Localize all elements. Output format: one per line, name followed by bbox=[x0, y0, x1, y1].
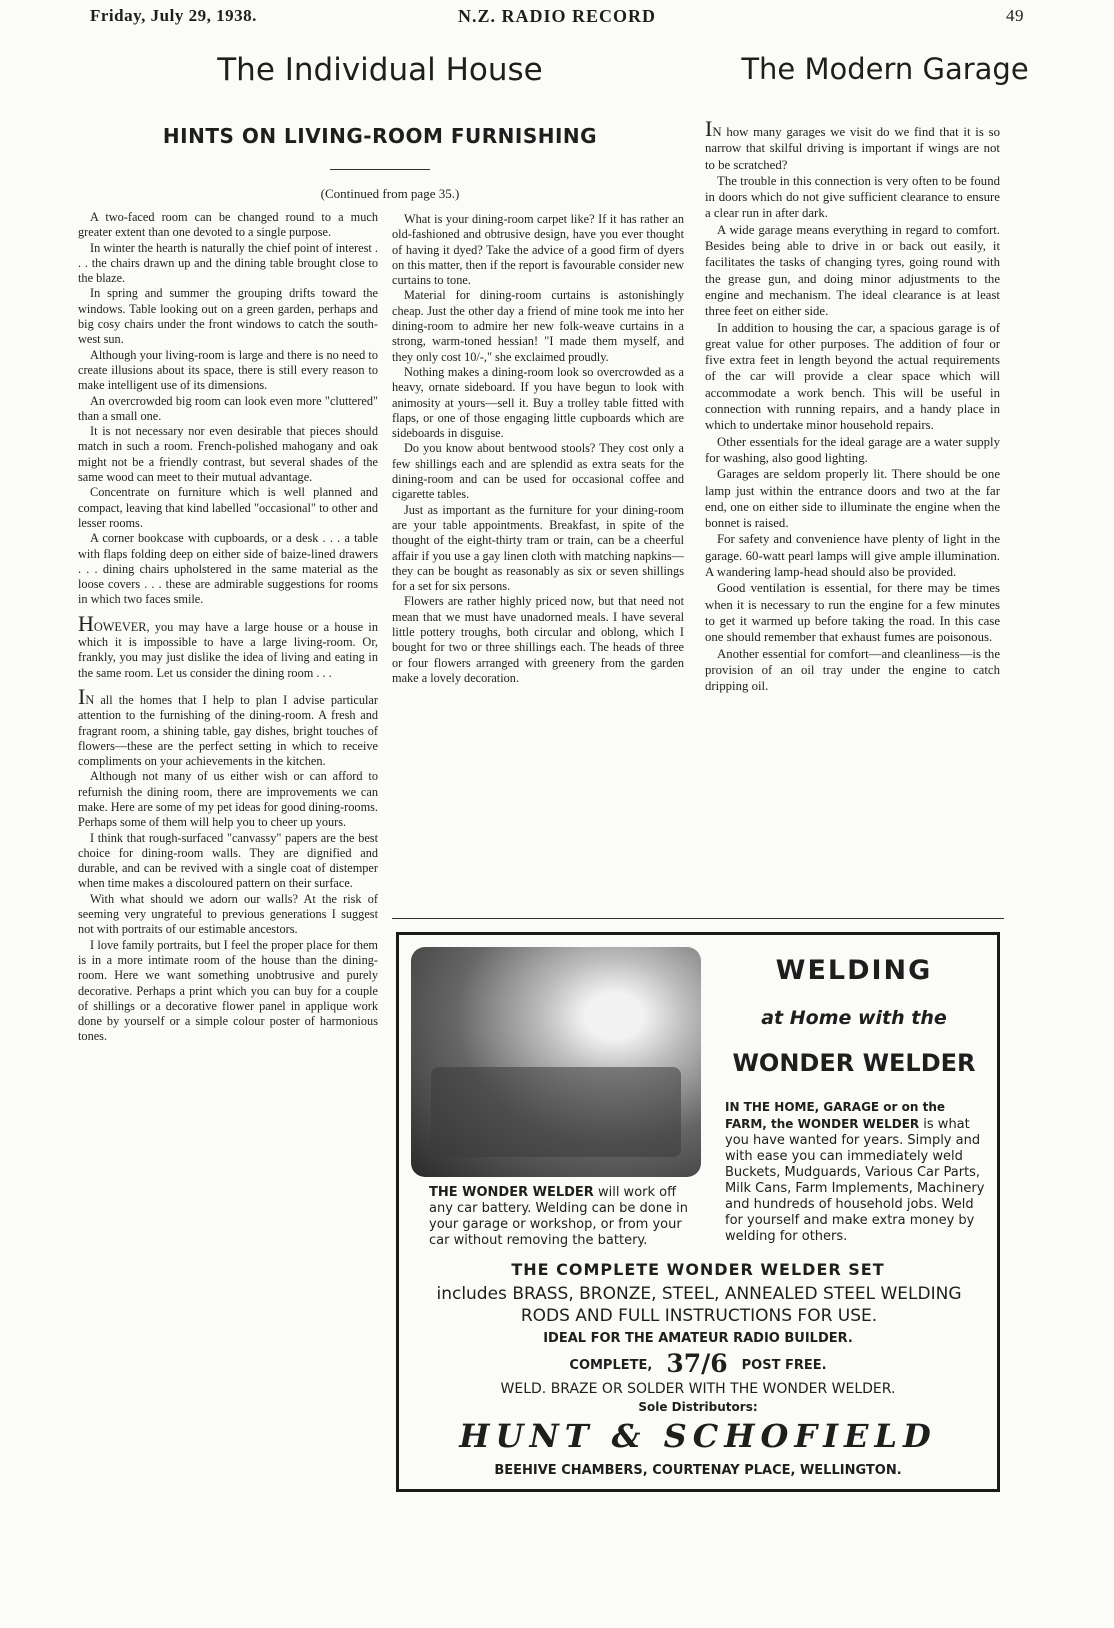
masthead: N.Z. RADIO RECORD bbox=[457, 6, 656, 26]
paragraph bbox=[392, 288, 684, 364]
paragraph bbox=[78, 938, 378, 1045]
ad-includes: includes BRASS, BRONZE, STEEL, ANNEALED STEEL WELDING RODS AND FULL INSTRUCTIONS FOR USE. bbox=[436, 1284, 962, 1326]
living-room-column-1 bbox=[78, 210, 378, 1530]
ad-body-bold: IN THE HOME, GARAGE or on the FARM, the WONDER WELDER bbox=[725, 1100, 946, 1131]
paragraph-text: Nothing makes a dining-room look so overcrowded as a heavy, ornate sideboard. If you have begun to look with animosity at yours—sell it. Buy a trolley table fitted with flaps, or one of those engaging little cupboards which are sideboards in disguise. bbox=[392, 364, 684, 441]
paragraph bbox=[705, 222, 1000, 320]
paragraph bbox=[392, 441, 684, 502]
continued-note: (Continued from page 35.) bbox=[320, 186, 460, 201]
paragraph bbox=[78, 610, 378, 681]
paragraph bbox=[78, 892, 378, 938]
drop-cap: H bbox=[78, 610, 94, 636]
paragraph-text: In addition to housing the car, a spacious garage is of great value for other purposes. The addition of four or five extra feet in length beyond the actual requirements of the car will provide a clear space which will accommodate a work bench. This will be useful in connection with running repairs, and a handy place in which to undertake minor household repairs. bbox=[705, 320, 1000, 433]
paragraph bbox=[705, 320, 1000, 434]
paragraph-text: In spring and summer the grouping drifts toward the windows. Table looking out on a green garden, perhaps and big cosy chairs under the front windows to catch the south-west sun. bbox=[78, 286, 378, 347]
paragraph bbox=[392, 503, 684, 595]
drop-cap: I bbox=[78, 683, 86, 709]
paragraph-text: It is not necessary nor even desirable that pieces should match in such a room. French-polished mahogany and oak might not be a friendly contrast, but several shades of the same wood can meet to their mutual advantage. bbox=[78, 424, 378, 485]
drop-cap: I bbox=[705, 116, 713, 141]
ad-price: 37/6 bbox=[666, 1349, 728, 1378]
ad-price-row bbox=[399, 1349, 997, 1378]
welder-photo-shadow bbox=[431, 1067, 681, 1157]
paragraph-text: Although your living-room is large and there is no need to create illusions about its space, there is still every reason to make intelligent use of its dimensions. bbox=[78, 347, 378, 393]
paragraph-text: Just as important as the furniture for your dining-room are your table appointments. Breakfast, in spite of the thought of the eight-thirty tram or train, can be a cheerful affair if you use a gay linen cloth with matching napkins—they can be bought as reasonably as six or seven shillings for a set for six persons. bbox=[392, 502, 684, 594]
paragraph bbox=[705, 116, 1000, 173]
paragraph bbox=[78, 241, 378, 287]
paragraph-text: For safety and convenience have plenty of light in the garage. 60-watt pearl lamps will give ample illumination. A wandering lamp-head should also be provided. bbox=[705, 532, 1000, 580]
paragraph bbox=[78, 424, 378, 485]
paragraph bbox=[392, 212, 684, 288]
ad-headline-at-home: at Home with the bbox=[761, 1007, 947, 1029]
ad-body-rest: is what you have wanted for years. Simply and with ease you can immediately weld Buckets, Mudguards, Various Car Parts, Milk Cans, Farm Implements, Machinery and hundreds of household jobs. Weld for yourself and make extra money by welding for others. bbox=[725, 1117, 985, 1244]
paragraph-text: An overcrowded big room can look even more "cluttered" than a small one. bbox=[78, 393, 378, 423]
paragraph-text: A wide garage means everything in regard to comfort. Besides being able to drive in or back out easily, it facilitates the tasks of changing tyres, going round with the grease gun, and doing minor adjustments to the engine and mechanism. The ideal clearance is at least three feet on either side. bbox=[705, 222, 1000, 319]
paragraph bbox=[392, 365, 684, 441]
paragraph-text: N how many garages we visit do we find that it is so narrow that skilful driving is important if wings are not to be scratched? bbox=[705, 125, 1000, 172]
ad-headline-welding: WELDING bbox=[775, 955, 933, 986]
paragraph bbox=[705, 531, 1000, 580]
paragraph bbox=[78, 394, 378, 425]
garage-article-column bbox=[705, 113, 1000, 913]
paragraph-text: Flowers are rather highly priced now, but that need not mean that we must have unadorned meals. I have several little pottery troughs, both circular and oblong, which I bought for two or three shillings each. The heads of three or four flowers arranged with greenery from the garden make a lovely decoration. bbox=[392, 594, 684, 685]
paragraph bbox=[705, 580, 1000, 645]
paragraph bbox=[78, 210, 378, 241]
ad-set-title: THE COMPLETE WONDER WELDER SET bbox=[511, 1260, 885, 1279]
article-title-modern-garage: The Modern Garage bbox=[741, 52, 1029, 86]
paragraph-text: What is your dining-room carpet like? If it has rather an old-fashioned and obtrusive design, have you ever thought of having it dyed? Take the advice of a good firm of dyers on this matter, then if the report is favourable consider new curtains to tone. bbox=[392, 212, 684, 288]
ad-body-text bbox=[725, 1099, 987, 1245]
paragraph-text: Other essentials for the ideal garage are a water supply for washing, also good lighting. bbox=[705, 434, 1000, 465]
paragraph-text: N all the homes that I help to plan I advise particular attention to the furnishing of the dining-room. A fresh and fragrant room, a shining table, gay dishes, bright touches of flowers—these are the perfect setting in which to receive compliments on your achievements in the kitchen. bbox=[78, 692, 378, 769]
issue-date: Friday, July 29, 1938. bbox=[90, 6, 257, 25]
living-room-column-2 bbox=[392, 212, 684, 932]
article-title-individual-house: The Individual House bbox=[217, 52, 543, 88]
ad-address: BEEHIVE CHAMBERS, COURTENAY PLACE, WELLINGTON. bbox=[494, 1463, 902, 1478]
caption-text: will work off any car battery. Welding can be done in your garage or workshop, or from your car without removing the battery. bbox=[429, 1185, 688, 1248]
title-divider bbox=[330, 169, 430, 170]
paragraph-text: Another essential for comfort—and cleanliness—is the provision of an oil tray under the engine to catch dripping oil. bbox=[705, 646, 1000, 694]
ad-sole-distributors: Sole Distributors: bbox=[638, 1400, 758, 1414]
paragraph bbox=[705, 434, 1000, 467]
paragraph bbox=[78, 286, 378, 347]
ad-weld-line: WELD. BRAZE OR SOLDER WITH THE WONDER WELDER. bbox=[500, 1381, 896, 1397]
paragraph bbox=[392, 594, 684, 686]
ad-post-free: POST FREE. bbox=[741, 1358, 827, 1373]
ad-ideal-for: IDEAL FOR THE AMATEUR RADIO BUILDER. bbox=[543, 1331, 853, 1346]
photo-caption bbox=[429, 1185, 701, 1249]
page-number: 49 bbox=[1006, 6, 1024, 25]
ad-complete-label: COMPLETE, bbox=[569, 1358, 653, 1373]
paragraph-text: Good ventilation is essential, for there may be times when it is necessary to run the engine for a few minutes to get it warmed up before taking the road. In this case one should remember that exhaust fumes are poisonous. bbox=[705, 581, 1000, 645]
paragraph-text: OWEVER, you may have a large house or a house in which it is impossible to have a large living-room. Or, frankly, you may just dislike the idea of living and eating in the same room. Let us consider the dining room . . . bbox=[78, 619, 378, 680]
caption-bold: THE WONDER WELDER bbox=[429, 1185, 594, 1200]
paragraph-text: Material for dining-room curtains is astonishingly cheap. Just the other day a friend of mine took me into her dining-room to admire her new folk-weave curtains in a strong, warm-toned hessian! "I made them myself, and they only cost 10/-," she exclaimed proudly. bbox=[392, 288, 684, 364]
ad-firm-name: HUNT & SCHOFIELD bbox=[459, 1417, 937, 1455]
paragraph-text: In winter the hearth is naturally the chief point of interest . . . the chairs drawn up and the dining table brought close to the blaze. bbox=[78, 240, 378, 286]
paragraph bbox=[78, 531, 378, 607]
paragraph-text: Although not many of us either wish or can afford to refurnish the dining room, there are improvements we can make. Here are some of my pet ideas for good dining-rooms. Perhaps some of them will help you to cheer up yours. bbox=[78, 769, 378, 830]
wonder-welder-advertisement bbox=[396, 932, 1000, 1492]
paragraph bbox=[78, 831, 378, 892]
article-subtitle: HINTS ON LIVING-ROOM FURNISHING bbox=[162, 124, 598, 148]
welder-photo bbox=[411, 947, 701, 1177]
paragraph-text: Garages are seldom properly lit. There should be one lamp just within the entrance doors and two at the far end, one on either side to illuminate the engine when the bonnet is raised. bbox=[705, 467, 1000, 531]
paragraph-text: Concentrate on furniture which is well planned and compact, leaving that kind labelled "occasional" to other and lesser rooms. bbox=[78, 485, 378, 530]
paragraph bbox=[705, 173, 1000, 222]
paragraph bbox=[78, 485, 378, 531]
paragraph-text: A corner bookcase with cupboards, or a desk . . . a table with flaps folding deep on either side of baize-lined drawers . . . dining chairs upholstered in the same material as the loose covers . . . these are admirable suggestions for rooms in which two faces smile. bbox=[78, 531, 378, 607]
paragraph bbox=[78, 348, 378, 394]
paragraph bbox=[78, 683, 378, 769]
paragraph bbox=[705, 466, 1000, 531]
paragraph-text: Do you know about bentwood stools? They cost only a few shillings each and are splendid as extra seats for the dining-room and can be used for occasional coffee and cigarette tables. bbox=[392, 441, 684, 502]
paragraph-text: I love family portraits, but I feel the proper place for them is in a more intimate room of the house than the dining-room. Here we want something unobtrusive and purely decorative. Perhaps a print which you can buy for a couple of shillings or a decorative flower panel in applique work done by yourself or a simple colour poster of harmonious tones. bbox=[78, 937, 378, 1044]
paragraph-text: I think that rough-surfaced "canvassy" papers are the best choice for dining-room walls. They are dignified and durable, and can be revived with a single coat of distemper when time makes a discoloured pattern on their surface. bbox=[78, 830, 378, 891]
paragraph bbox=[78, 769, 378, 830]
paragraph bbox=[705, 646, 1000, 695]
paragraph-text: A two-faced room can be changed round to a much greater extent than one devoted to a single purpose. bbox=[78, 210, 378, 240]
paragraph-text: With what should we adorn our walls? At the risk of seeming very ungrateful to previous generations I suggest not with portraits of our estimable ancestors. bbox=[78, 891, 378, 937]
advertisement-divider bbox=[392, 918, 1004, 919]
ad-headline-wonder-welder: WONDER WELDER bbox=[732, 1049, 976, 1077]
paragraph-text: The trouble in this connection is very often to be found in doors which do not give sufficient clearance to ensure a clear run in after dark. bbox=[705, 173, 1000, 221]
